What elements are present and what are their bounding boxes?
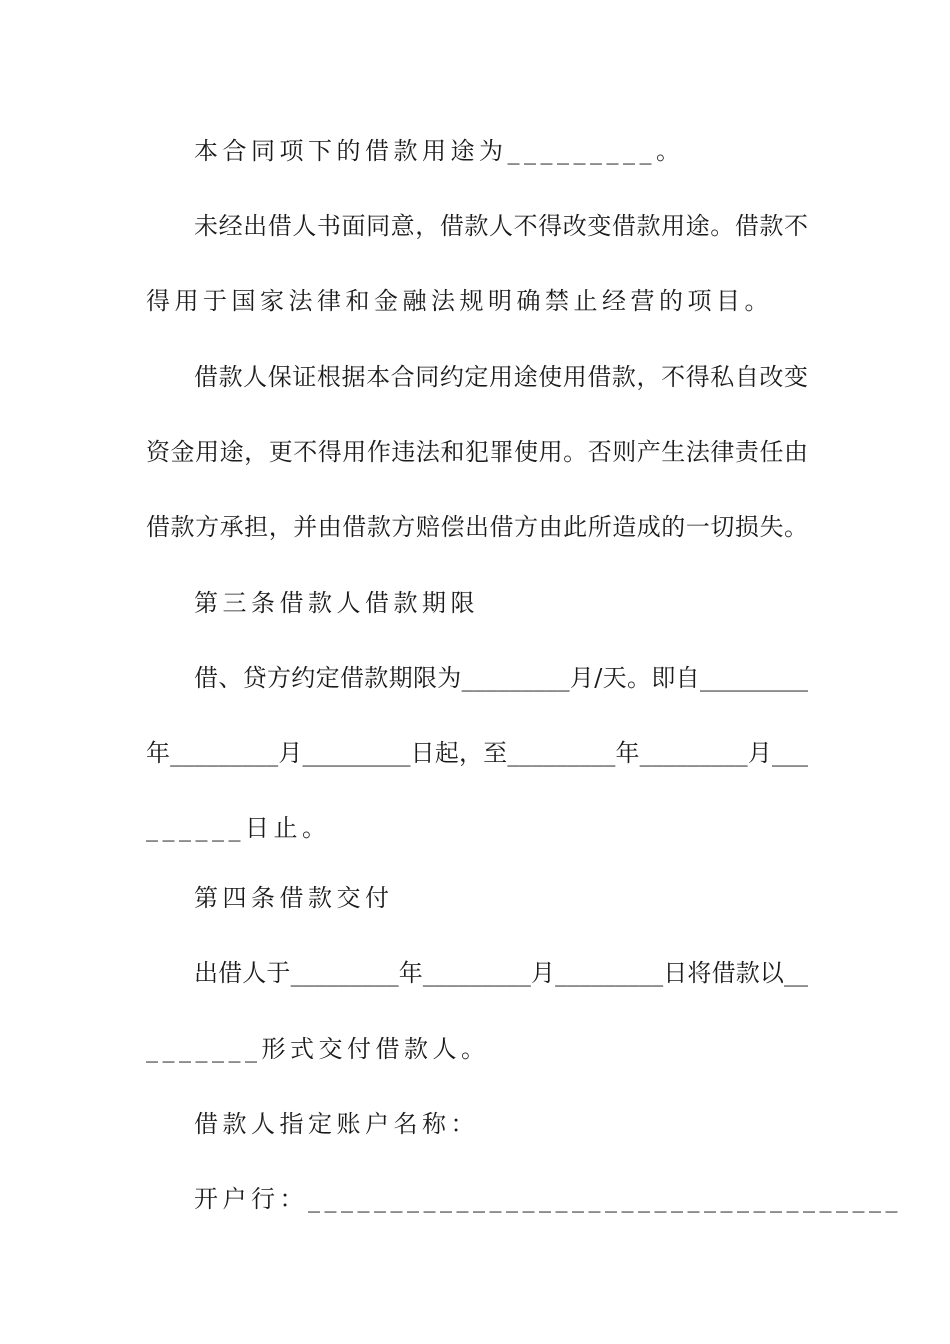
paragraph-loan-purpose: 本合同项下的借款用途为_________。 — [194, 137, 685, 165]
paragraph-loan-term-line1: 借、贷方约定借款期限为_________月/天。即自_________ — [194, 664, 808, 692]
paragraph-loan-delivery-line2: _______形式交付借款人。 — [146, 1035, 490, 1063]
paragraph-loan-term-line3: ______日止。 — [146, 814, 331, 842]
paragraph-borrower-guarantee-line3: 借款方承担，并由借款方赔偿出借方由此所造成的一切损失。 — [146, 513, 808, 541]
paragraph-borrower-guarantee-line2: 资金用途，更不得用作违法和犯罪使用。否则产生法律责任由 — [146, 438, 808, 466]
paragraph-loan-delivery-line1: 出借人于_________年_________月_________日将借款以__ — [194, 959, 808, 987]
paragraph-no-change-purpose-line2: 得用于国家法律和金融法规明确禁止经营的项目。 — [146, 287, 773, 315]
paragraph-no-change-purpose-line1: 未经出借人书面同意，借款人不得改变借款用途。借款不 — [194, 212, 808, 240]
paragraph-borrower-guarantee-line1: 借款人保证根据本合同约定用途使用借款，不得私自改变 — [194, 363, 808, 391]
account-name-label: 借款人指定账户名称： — [194, 1110, 479, 1138]
article-3-heading: 第三条借款人借款期限 — [194, 589, 479, 617]
paragraph-loan-term-line2: 年_________月_________日起，至_________年_________月___ — [146, 739, 808, 767]
article-4-heading: 第四条借款交付 — [194, 884, 394, 912]
bank-label: 开户行：____________________________________ — [194, 1185, 902, 1213]
